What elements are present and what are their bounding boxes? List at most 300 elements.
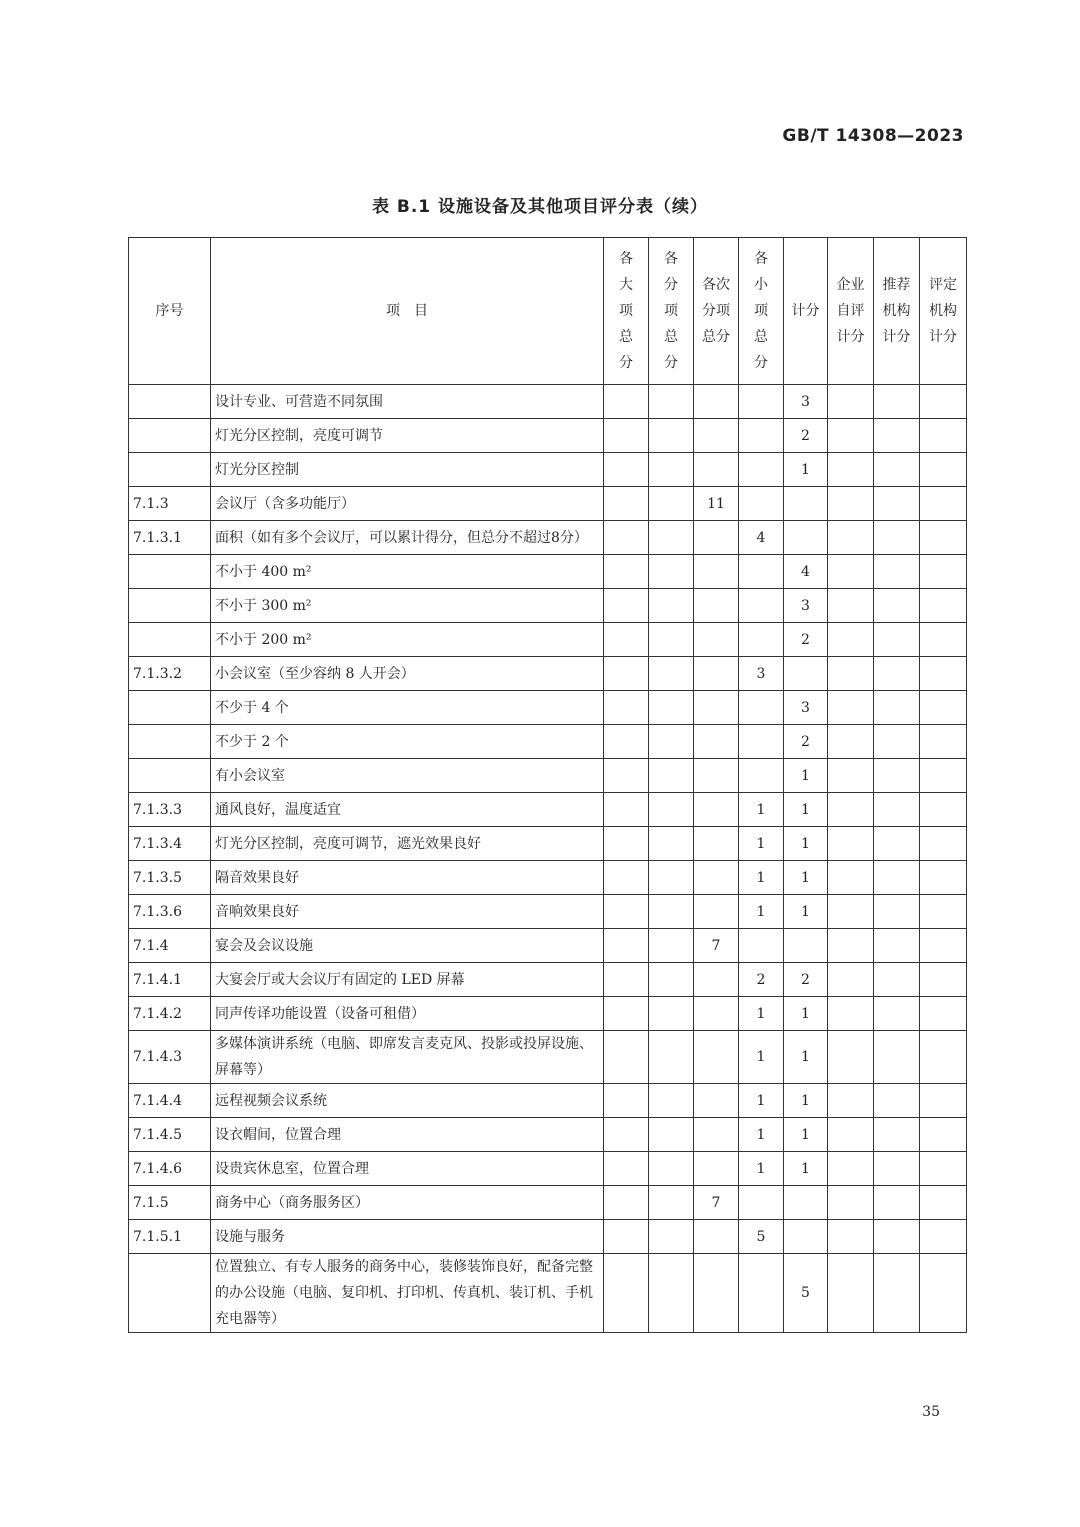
table-row bbox=[129, 453, 967, 487]
cell-item: 大宴会厅或大会议厅有固定的 LED 屏幕 bbox=[211, 963, 604, 997]
cell-self-eval bbox=[828, 657, 874, 691]
cell-self-eval bbox=[828, 759, 874, 793]
cell-no: 7.1.4.1 bbox=[129, 963, 211, 997]
cell-recommend bbox=[874, 521, 920, 555]
cell-item: 商务中心（商务服务区） bbox=[211, 1186, 604, 1220]
cell-self-eval bbox=[828, 521, 874, 555]
cell-minor-total: 4 bbox=[739, 521, 784, 555]
cell-item: 小会议室（至少容纳 8 人开会） bbox=[211, 657, 604, 691]
cell-item: 设贵宾休息室，位置合理 bbox=[211, 1152, 604, 1186]
col-header-recommend: 推荐 机构 计分 bbox=[874, 238, 920, 385]
cell-recommend bbox=[874, 861, 920, 895]
cell-minor-total bbox=[739, 691, 784, 725]
cell-no bbox=[129, 589, 211, 623]
cell-item: 不小于 400 m² bbox=[211, 555, 604, 589]
cell-sub-total bbox=[649, 1186, 694, 1220]
cell-sub-total bbox=[649, 895, 694, 929]
cell-no: 7.1.4 bbox=[129, 929, 211, 963]
cell-major-total bbox=[604, 657, 649, 691]
cell-sub-total bbox=[649, 1118, 694, 1152]
standard-code: GB/T 14308—2023 bbox=[782, 126, 964, 146]
cell-major-total bbox=[604, 691, 649, 725]
cell-major-total bbox=[604, 385, 649, 419]
cell-item: 面积（如有多个会议厅，可以累计得分，但总分不超过8分） bbox=[211, 521, 604, 555]
cell-score: 1 bbox=[784, 1152, 828, 1186]
cell-score: 2 bbox=[784, 725, 828, 759]
cell-recommend bbox=[874, 1186, 920, 1220]
cell-secondary-total bbox=[694, 861, 739, 895]
cell-secondary-total bbox=[694, 385, 739, 419]
cell-recommend bbox=[874, 1084, 920, 1118]
cell-no: 7.1.4.2 bbox=[129, 997, 211, 1031]
cell-item: 远程视频会议系统 bbox=[211, 1084, 604, 1118]
cell-major-total bbox=[604, 963, 649, 997]
table-row bbox=[129, 793, 967, 827]
cell-score bbox=[784, 657, 828, 691]
cell-sub-total bbox=[649, 997, 694, 1031]
cell-evaluate bbox=[920, 657, 967, 691]
cell-minor-total: 1 bbox=[739, 1031, 784, 1084]
cell-sub-total bbox=[649, 657, 694, 691]
cell-secondary-total bbox=[694, 453, 739, 487]
cell-evaluate bbox=[920, 1152, 967, 1186]
cell-sub-total bbox=[649, 759, 694, 793]
cell-evaluate bbox=[920, 487, 967, 521]
cell-secondary-total bbox=[694, 1118, 739, 1152]
score-table bbox=[128, 237, 967, 1333]
cell-item: 同声传译功能设置（设备可租借） bbox=[211, 997, 604, 1031]
cell-secondary-total bbox=[694, 555, 739, 589]
cell-no: 7.1.4.6 bbox=[129, 1152, 211, 1186]
cell-minor-total: 2 bbox=[739, 963, 784, 997]
cell-sub-total bbox=[649, 929, 694, 963]
cell-recommend bbox=[874, 385, 920, 419]
cell-minor-total bbox=[739, 453, 784, 487]
cell-major-total bbox=[604, 793, 649, 827]
cell-score: 3 bbox=[784, 385, 828, 419]
cell-no bbox=[129, 453, 211, 487]
cell-item: 灯光分区控制，亮度可调节，遮光效果良好 bbox=[211, 827, 604, 861]
cell-score bbox=[784, 1186, 828, 1220]
cell-self-eval bbox=[828, 589, 874, 623]
table-row bbox=[129, 623, 967, 657]
cell-self-eval bbox=[828, 963, 874, 997]
cell-minor-total: 1 bbox=[739, 1152, 784, 1186]
cell-sub-total bbox=[649, 623, 694, 657]
cell-score bbox=[784, 521, 828, 555]
cell-score: 1 bbox=[784, 1031, 828, 1084]
cell-item: 设施与服务 bbox=[211, 1220, 604, 1254]
cell-major-total bbox=[604, 1254, 649, 1333]
cell-self-eval bbox=[828, 1220, 874, 1254]
cell-evaluate bbox=[920, 895, 967, 929]
cell-no: 7.1.4.3 bbox=[129, 1031, 211, 1084]
cell-item: 有小会议室 bbox=[211, 759, 604, 793]
cell-no bbox=[129, 759, 211, 793]
table-row bbox=[129, 1220, 967, 1254]
cell-major-total bbox=[604, 419, 649, 453]
cell-recommend bbox=[874, 691, 920, 725]
cell-score bbox=[784, 929, 828, 963]
cell-no bbox=[129, 385, 211, 419]
table-row bbox=[129, 657, 967, 691]
table-row bbox=[129, 827, 967, 861]
cell-self-eval bbox=[828, 1152, 874, 1186]
cell-score: 2 bbox=[784, 623, 828, 657]
cell-minor-total: 1 bbox=[739, 1118, 784, 1152]
cell-item: 设衣帽间，位置合理 bbox=[211, 1118, 604, 1152]
cell-secondary-total bbox=[694, 963, 739, 997]
cell-evaluate bbox=[920, 521, 967, 555]
col-header-secondary-total: 各次 分项 总分 bbox=[694, 238, 739, 385]
cell-major-total bbox=[604, 861, 649, 895]
cell-score: 3 bbox=[784, 691, 828, 725]
cell-sub-total bbox=[649, 1152, 694, 1186]
cell-major-total bbox=[604, 1220, 649, 1254]
cell-minor-total bbox=[739, 385, 784, 419]
cell-major-total bbox=[604, 1084, 649, 1118]
cell-major-total bbox=[604, 827, 649, 861]
cell-major-total bbox=[604, 1031, 649, 1084]
table-row bbox=[129, 1084, 967, 1118]
cell-secondary-total bbox=[694, 895, 739, 929]
cell-score: 1 bbox=[784, 1118, 828, 1152]
cell-self-eval bbox=[828, 997, 874, 1031]
cell-sub-total bbox=[649, 793, 694, 827]
cell-self-eval bbox=[828, 861, 874, 895]
cell-secondary-total bbox=[694, 1254, 739, 1333]
cell-evaluate bbox=[920, 385, 967, 419]
cell-self-eval bbox=[828, 691, 874, 725]
cell-major-total bbox=[604, 1186, 649, 1220]
cell-no bbox=[129, 419, 211, 453]
cell-sub-total bbox=[649, 385, 694, 419]
cell-secondary-total: 7 bbox=[694, 929, 739, 963]
table-title: 表 B.1 设施设备及其他项目评分表（续） bbox=[371, 197, 709, 217]
cell-minor-total bbox=[739, 487, 784, 521]
cell-item: 不少于 4 个 bbox=[211, 691, 604, 725]
cell-major-total bbox=[604, 895, 649, 929]
cell-secondary-total bbox=[694, 1031, 739, 1084]
cell-minor-total: 1 bbox=[739, 827, 784, 861]
cell-major-total bbox=[604, 453, 649, 487]
cell-recommend bbox=[874, 555, 920, 589]
cell-secondary-total bbox=[694, 725, 739, 759]
cell-sub-total bbox=[649, 861, 694, 895]
col-header-evaluate: 评定 机构 计分 bbox=[920, 238, 967, 385]
table-row bbox=[129, 963, 967, 997]
cell-secondary-total bbox=[694, 759, 739, 793]
cell-score: 1 bbox=[784, 895, 828, 929]
cell-evaluate bbox=[920, 453, 967, 487]
cell-evaluate bbox=[920, 725, 967, 759]
cell-recommend bbox=[874, 1152, 920, 1186]
table-row bbox=[129, 589, 967, 623]
cell-evaluate bbox=[920, 1118, 967, 1152]
cell-sub-total bbox=[649, 1254, 694, 1333]
cell-minor-total: 1 bbox=[739, 997, 784, 1031]
cell-evaluate bbox=[920, 1220, 967, 1254]
cell-self-eval bbox=[828, 1084, 874, 1118]
cell-score: 2 bbox=[784, 419, 828, 453]
cell-self-eval bbox=[828, 385, 874, 419]
cell-major-total bbox=[604, 1118, 649, 1152]
cell-recommend bbox=[874, 1254, 920, 1333]
cell-major-total bbox=[604, 1152, 649, 1186]
col-header-major-total: 各 大 项 总 分 bbox=[604, 238, 649, 385]
cell-no: 7.1.4.5 bbox=[129, 1118, 211, 1152]
cell-recommend bbox=[874, 827, 920, 861]
cell-minor-total bbox=[739, 725, 784, 759]
cell-sub-total bbox=[649, 827, 694, 861]
cell-item: 灯光分区控制 bbox=[211, 453, 604, 487]
col-header-self-eval: 企业 自评 计分 bbox=[828, 238, 874, 385]
cell-no: 7.1.5 bbox=[129, 1186, 211, 1220]
cell-no: 7.1.3.1 bbox=[129, 521, 211, 555]
cell-sub-total bbox=[649, 521, 694, 555]
table-body bbox=[129, 385, 967, 1333]
cell-major-total bbox=[604, 759, 649, 793]
cell-minor-total: 1 bbox=[739, 793, 784, 827]
cell-evaluate bbox=[920, 419, 967, 453]
cell-major-total bbox=[604, 725, 649, 759]
cell-secondary-total bbox=[694, 521, 739, 555]
cell-sub-total bbox=[649, 419, 694, 453]
cell-minor-total: 3 bbox=[739, 657, 784, 691]
cell-sub-total bbox=[649, 725, 694, 759]
table-row bbox=[129, 1254, 967, 1333]
cell-minor-total bbox=[739, 555, 784, 589]
cell-sub-total bbox=[649, 963, 694, 997]
cell-recommend bbox=[874, 453, 920, 487]
cell-minor-total bbox=[739, 759, 784, 793]
col-header-no: 序号 bbox=[129, 238, 211, 385]
cell-major-total bbox=[604, 997, 649, 1031]
cell-score: 4 bbox=[784, 555, 828, 589]
cell-score: 2 bbox=[784, 963, 828, 997]
cell-minor-total bbox=[739, 623, 784, 657]
cell-evaluate bbox=[920, 1031, 967, 1084]
cell-recommend bbox=[874, 487, 920, 521]
cell-score: 1 bbox=[784, 827, 828, 861]
cell-recommend bbox=[874, 759, 920, 793]
cell-item: 会议厅（含多功能厅） bbox=[211, 487, 604, 521]
cell-score: 1 bbox=[784, 453, 828, 487]
cell-item: 宴会及会议设施 bbox=[211, 929, 604, 963]
cell-self-eval bbox=[828, 895, 874, 929]
cell-evaluate bbox=[920, 1254, 967, 1333]
cell-self-eval bbox=[828, 929, 874, 963]
cell-no bbox=[129, 1254, 211, 1333]
cell-minor-total bbox=[739, 929, 784, 963]
cell-item: 通风良好，温度适宜 bbox=[211, 793, 604, 827]
table-row bbox=[129, 929, 967, 963]
cell-no: 7.1.3 bbox=[129, 487, 211, 521]
cell-score: 1 bbox=[784, 759, 828, 793]
cell-self-eval bbox=[828, 827, 874, 861]
cell-item: 设计专业、可营造不同氛围 bbox=[211, 385, 604, 419]
cell-minor-total: 1 bbox=[739, 1084, 784, 1118]
cell-minor-total bbox=[739, 1254, 784, 1333]
table-row bbox=[129, 691, 967, 725]
cell-recommend bbox=[874, 1031, 920, 1084]
cell-secondary-total bbox=[694, 997, 739, 1031]
cell-item: 灯光分区控制，亮度可调节 bbox=[211, 419, 604, 453]
cell-self-eval bbox=[828, 725, 874, 759]
cell-self-eval bbox=[828, 453, 874, 487]
cell-secondary-total: 7 bbox=[694, 1186, 739, 1220]
cell-self-eval bbox=[828, 1254, 874, 1333]
cell-no bbox=[129, 691, 211, 725]
col-header-score: 计分 bbox=[784, 238, 828, 385]
cell-score: 1 bbox=[784, 793, 828, 827]
cell-minor-total bbox=[739, 419, 784, 453]
cell-sub-total bbox=[649, 1031, 694, 1084]
table-row bbox=[129, 759, 967, 793]
cell-evaluate bbox=[920, 997, 967, 1031]
cell-major-total bbox=[604, 589, 649, 623]
cell-no: 7.1.4.4 bbox=[129, 1084, 211, 1118]
cell-recommend bbox=[874, 623, 920, 657]
cell-no: 7.1.3.4 bbox=[129, 827, 211, 861]
cell-item: 不少于 2 个 bbox=[211, 725, 604, 759]
cell-no: 7.1.3.6 bbox=[129, 895, 211, 929]
cell-minor-total: 5 bbox=[739, 1220, 784, 1254]
cell-evaluate bbox=[920, 963, 967, 997]
table-row bbox=[129, 895, 967, 929]
cell-no: 7.1.3.2 bbox=[129, 657, 211, 691]
cell-sub-total bbox=[649, 487, 694, 521]
cell-score: 1 bbox=[784, 1084, 828, 1118]
cell-no: 7.1.5.1 bbox=[129, 1220, 211, 1254]
cell-no bbox=[129, 555, 211, 589]
cell-recommend bbox=[874, 1220, 920, 1254]
cell-self-eval bbox=[828, 555, 874, 589]
cell-secondary-total bbox=[694, 793, 739, 827]
cell-score: 1 bbox=[784, 997, 828, 1031]
cell-evaluate bbox=[920, 827, 967, 861]
cell-sub-total bbox=[649, 555, 694, 589]
cell-item: 多媒体演讲系统（电脑、即席发言麦克风、投影或投屏设施、屏幕等） bbox=[211, 1031, 604, 1084]
cell-minor-total: 1 bbox=[739, 861, 784, 895]
table-row bbox=[129, 861, 967, 895]
cell-sub-total bbox=[649, 589, 694, 623]
table-header-row bbox=[129, 238, 967, 385]
cell-secondary-total bbox=[694, 623, 739, 657]
cell-score bbox=[784, 487, 828, 521]
cell-self-eval bbox=[828, 1031, 874, 1084]
table-row bbox=[129, 555, 967, 589]
cell-item: 不小于 300 m² bbox=[211, 589, 604, 623]
cell-major-total bbox=[604, 521, 649, 555]
cell-sub-total bbox=[649, 1084, 694, 1118]
col-header-item: 项 目 bbox=[211, 238, 604, 385]
cell-self-eval bbox=[828, 419, 874, 453]
cell-recommend bbox=[874, 793, 920, 827]
cell-major-total bbox=[604, 487, 649, 521]
cell-recommend bbox=[874, 725, 920, 759]
table-row bbox=[129, 419, 967, 453]
cell-no bbox=[129, 623, 211, 657]
col-header-sub-total: 各 分 项 总 分 bbox=[649, 238, 694, 385]
cell-no bbox=[129, 725, 211, 759]
cell-major-total bbox=[604, 623, 649, 657]
cell-sub-total bbox=[649, 691, 694, 725]
cell-minor-total bbox=[739, 1186, 784, 1220]
cell-evaluate bbox=[920, 793, 967, 827]
cell-score: 5 bbox=[784, 1254, 828, 1333]
cell-secondary-total bbox=[694, 1152, 739, 1186]
cell-no: 7.1.3.3 bbox=[129, 793, 211, 827]
cell-secondary-total: 11 bbox=[694, 487, 739, 521]
cell-evaluate bbox=[920, 861, 967, 895]
cell-recommend bbox=[874, 895, 920, 929]
cell-evaluate bbox=[920, 759, 967, 793]
cell-no: 7.1.3.5 bbox=[129, 861, 211, 895]
table-row bbox=[129, 385, 967, 419]
cell-score bbox=[784, 1220, 828, 1254]
table-row bbox=[129, 1186, 967, 1220]
table-row bbox=[129, 997, 967, 1031]
cell-secondary-total bbox=[694, 827, 739, 861]
cell-secondary-total bbox=[694, 657, 739, 691]
cell-self-eval bbox=[828, 1186, 874, 1220]
cell-recommend bbox=[874, 963, 920, 997]
cell-minor-total bbox=[739, 589, 784, 623]
cell-evaluate bbox=[920, 623, 967, 657]
cell-major-total bbox=[604, 555, 649, 589]
cell-self-eval bbox=[828, 793, 874, 827]
cell-secondary-total bbox=[694, 1084, 739, 1118]
col-header-minor-total: 各 小 项 总 分 bbox=[739, 238, 784, 385]
cell-secondary-total bbox=[694, 419, 739, 453]
cell-item: 不小于 200 m² bbox=[211, 623, 604, 657]
cell-recommend bbox=[874, 419, 920, 453]
cell-item: 位置独立、有专人服务的商务中心，装修装饰良好，配备完整的办公设施（电脑、复印机、打印机、传真机、装订机、手机充电器等） bbox=[211, 1254, 604, 1333]
cell-secondary-total bbox=[694, 589, 739, 623]
cell-evaluate bbox=[920, 1186, 967, 1220]
cell-item: 隔音效果良好 bbox=[211, 861, 604, 895]
cell-score: 3 bbox=[784, 589, 828, 623]
table-row bbox=[129, 1118, 967, 1152]
cell-self-eval bbox=[828, 623, 874, 657]
cell-evaluate bbox=[920, 555, 967, 589]
cell-evaluate bbox=[920, 691, 967, 725]
cell-evaluate bbox=[920, 589, 967, 623]
cell-secondary-total bbox=[694, 1220, 739, 1254]
cell-minor-total: 1 bbox=[739, 895, 784, 929]
cell-self-eval bbox=[828, 1118, 874, 1152]
cell-self-eval bbox=[828, 487, 874, 521]
page-number: 35 bbox=[922, 1404, 940, 1420]
cell-recommend bbox=[874, 997, 920, 1031]
table-row bbox=[129, 1152, 967, 1186]
cell-recommend bbox=[874, 1118, 920, 1152]
table-row bbox=[129, 1031, 967, 1084]
cell-evaluate bbox=[920, 1084, 967, 1118]
cell-secondary-total bbox=[694, 691, 739, 725]
table-row bbox=[129, 487, 967, 521]
table-row bbox=[129, 521, 967, 555]
cell-sub-total bbox=[649, 453, 694, 487]
table-row bbox=[129, 725, 967, 759]
cell-item: 音响效果良好 bbox=[211, 895, 604, 929]
cell-evaluate bbox=[920, 929, 967, 963]
cell-recommend bbox=[874, 657, 920, 691]
cell-recommend bbox=[874, 589, 920, 623]
cell-score: 1 bbox=[784, 861, 828, 895]
cell-major-total bbox=[604, 929, 649, 963]
